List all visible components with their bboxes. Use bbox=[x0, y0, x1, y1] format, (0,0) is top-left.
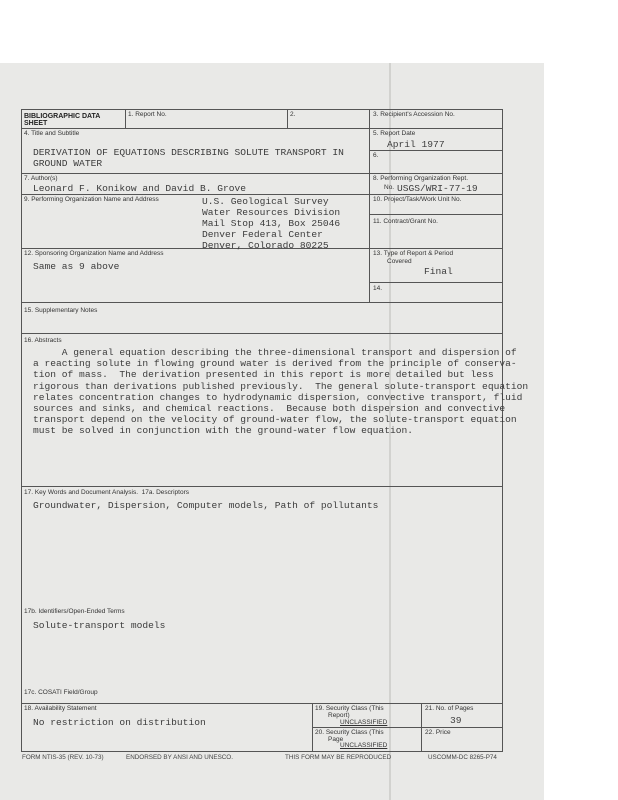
abstract-line: transport depend on the velocity of ground-water flow, the solute-transport equation bbox=[33, 414, 517, 426]
report-title-line: GROUND WATER bbox=[33, 158, 103, 169]
descriptors-value: Groundwater, Dispersion, Computer models, Path of pollutants bbox=[33, 500, 379, 511]
endorsed-text: ENDORSED BY ANSI AND UNESCO. bbox=[126, 754, 233, 761]
security-class-report-label: 19. Security Class (This bbox=[315, 705, 384, 712]
availability-value: No restriction on distribution bbox=[33, 717, 206, 728]
field-2-label: 2. bbox=[290, 111, 296, 118]
performing-org-label: 9. Performing Organization Name and Address bbox=[24, 196, 159, 203]
abstract-line: a reacting solute in flowing ground water is derived from the principle of conserva- bbox=[33, 358, 517, 370]
key-words-label: 17. Key Words and Document Analysis. 17a. Descriptors bbox=[24, 489, 189, 496]
abstract-line: A general equation describing the three-dimensional transport and dispersion of bbox=[33, 347, 517, 358]
identifiers-value: Solute-transport models bbox=[33, 620, 166, 631]
abstract-line: must be solved in conjunction with the ground-water flow equation. bbox=[33, 425, 413, 437]
cosati-label: 17c. COSATI Field/Group bbox=[24, 689, 98, 696]
identifiers-label: 17b. Identifiers/Open-Ended Terms bbox=[24, 608, 125, 615]
abstract-line: rigorous than derivations published previously. The general solute-transport equation bbox=[33, 380, 529, 392]
sheet-label: SHEET bbox=[24, 120, 48, 127]
rule bbox=[369, 282, 503, 283]
security-class-report-sub: Report) bbox=[328, 712, 350, 719]
abstract-line: relates concentration changes to hydrodynamic dispersion, convective transport, fluid bbox=[33, 391, 523, 403]
project-task-label: 10. Project/Task/Work Unit No. bbox=[373, 196, 462, 203]
bibliographic-data-label: BIBLIOGRAPHIC DATA bbox=[24, 113, 101, 120]
performing-org-line: Mail Stop 413, Box 25046 bbox=[202, 218, 341, 229]
rule bbox=[21, 128, 503, 129]
performing-org-line: Water Resources Division bbox=[202, 207, 341, 218]
rule bbox=[312, 727, 503, 728]
performing-org-line: Denver Federal Center bbox=[202, 229, 323, 240]
supplementary-notes-label: 15. Supplementary Notes bbox=[24, 307, 98, 314]
field-14-label: 14. bbox=[373, 285, 383, 292]
field-6-label: 6. bbox=[373, 152, 379, 159]
security-class-report-value: UNCLASSIFIED bbox=[340, 719, 388, 726]
security-class-page-label: 20. Security Class (This bbox=[315, 729, 384, 736]
rule bbox=[21, 302, 503, 303]
sponsoring-org-label: 12. Sponsoring Organization Name and Address bbox=[24, 250, 164, 257]
availability-label: 18. Availability Statement bbox=[24, 705, 97, 712]
security-class-page-value: UNCLASSIFIED bbox=[340, 742, 388, 749]
authors-value: Leonard F. Konikow and David B. Grove bbox=[33, 183, 247, 194]
performing-report-no-prefix: No. bbox=[384, 184, 395, 191]
performing-org-line: Denver, Colorado 80225 bbox=[202, 240, 329, 251]
no-of-pages-value: 39 bbox=[450, 715, 462, 726]
report-date-label: 5. Report Date bbox=[373, 130, 416, 137]
abstract-line: sources and sinks, and chemical reactions. Because both dispersion and convective bbox=[33, 403, 506, 415]
rule bbox=[21, 173, 503, 174]
report-type-value: Final bbox=[424, 266, 453, 277]
sponsoring-org-value: Same as 9 above bbox=[33, 261, 120, 272]
rule bbox=[21, 333, 503, 334]
rule bbox=[421, 703, 422, 752]
rule bbox=[369, 109, 370, 302]
performing-org-line: U.S. Geological Survey bbox=[202, 196, 329, 207]
title-label: 4. Title and Subtitle bbox=[24, 130, 80, 137]
contract-grant-label: 11. Contract/Grant No. bbox=[373, 218, 438, 225]
form-id: FORM NTIS-35 (REV. 10-73) bbox=[22, 754, 104, 761]
price-label: 22. Price bbox=[425, 729, 451, 736]
rule bbox=[369, 214, 503, 215]
abstract-line: tion of mass. The derivation presented in this report is more detailed but less bbox=[33, 369, 494, 381]
no-of-pages-label: 21. No. of Pages bbox=[425, 705, 474, 712]
rule bbox=[21, 194, 503, 195]
abstracts-label: 16. Abstracts bbox=[24, 337, 62, 344]
rule bbox=[125, 109, 126, 128]
reproduced-text: THIS FORM MAY BE REPRODUCED bbox=[285, 754, 392, 761]
performing-report-label: 8. Performing Organization Rept. bbox=[373, 175, 469, 182]
report-no-label: 1. Report No. bbox=[128, 111, 167, 118]
recipient-accession-label: 3. Recipient's Accession No. bbox=[373, 111, 455, 118]
report-type-label-covered: Covered bbox=[387, 258, 412, 265]
uscomm-code: USCOMM-DC 8265-P74 bbox=[428, 754, 497, 761]
rule bbox=[21, 486, 503, 487]
security-class-page-sub: Page bbox=[328, 736, 344, 743]
performing-report-no: USGS/WRI-77-19 bbox=[397, 183, 478, 194]
report-date: April 1977 bbox=[387, 139, 445, 150]
rule bbox=[369, 150, 503, 151]
report-type-label: 13. Type of Report & Period bbox=[373, 250, 454, 257]
report-title-line: DERIVATION OF EQUATIONS DESCRIBING SOLUTE TRANSPORT IN bbox=[33, 147, 344, 158]
abstract-text bbox=[33, 347, 528, 437]
authors-label: 7. Author(s) bbox=[24, 175, 58, 182]
rule bbox=[312, 703, 313, 752]
rule bbox=[287, 109, 288, 128]
rule bbox=[21, 703, 503, 704]
